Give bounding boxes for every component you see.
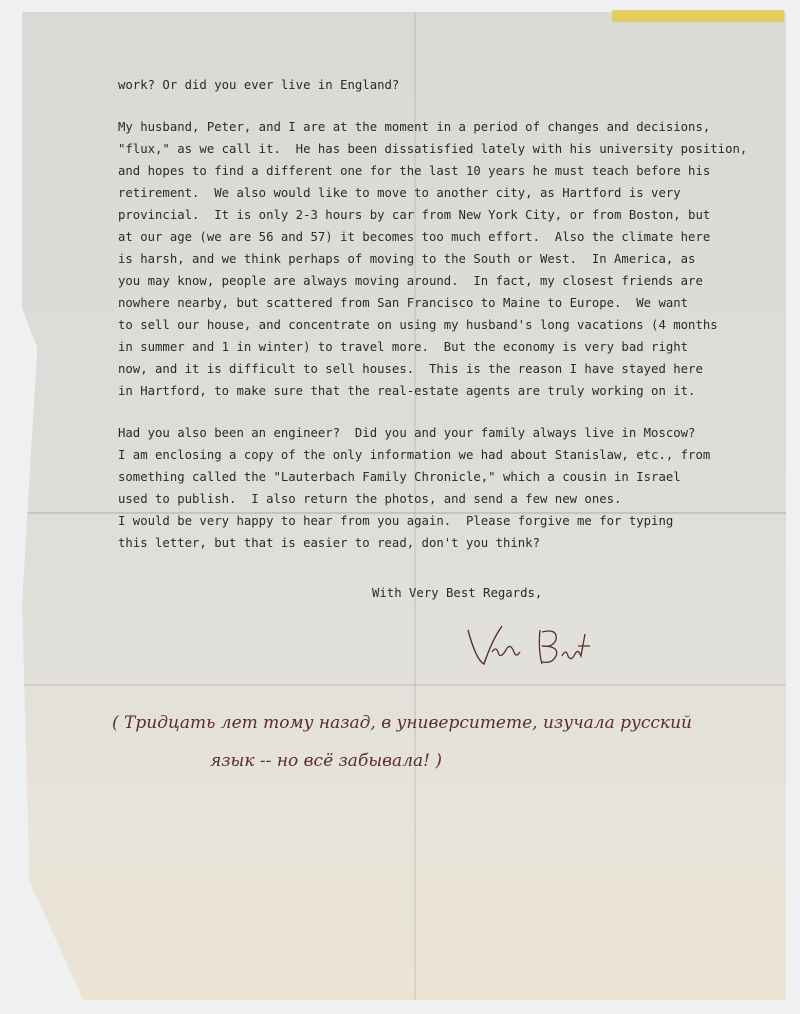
text-line: something called the "Lauterbach Family Chronicle," which a cousin in Israel	[118, 470, 681, 484]
text-line: used to publish. I also return the photos, and send a few new ones.	[118, 492, 622, 506]
text-line: retirement. We also would like to move to another city, as Hartford is very	[118, 186, 681, 200]
text-line: now, and it is difficult to sell houses. This is the reason I have stayed here	[118, 362, 703, 376]
text-line: at our age (we are 56 and 57) it becomes too much effort. Also the climate here	[118, 230, 711, 244]
text-line: in Hartford, to make sure that the real-estate agents are truly working on it.	[118, 384, 696, 398]
text-line: I would be very happy to hear from you again. Please forgive me for typing	[118, 514, 674, 528]
postscript-line: язык -- но всё забывала! )	[210, 751, 443, 771]
yellow-tape-strip	[612, 10, 784, 22]
text-line: to sell our house, and concentrate on using my husband's long vacations (4 months	[118, 318, 718, 332]
paragraph-flux	[118, 116, 768, 402]
text-line: provincial. It is only 2-3 hours by car from New York City, or from Boston, but	[118, 208, 711, 222]
postscript-line: ( Тридцать лет тому назад, в университете, изучала русский	[112, 713, 692, 733]
text-line: is harsh, and we think perhaps of moving to the South or West. In America, as	[118, 252, 696, 266]
closing-salutation: With Very Best Regards,	[372, 586, 543, 600]
text-line: I am enclosing a copy of the only information we had about Stanislaw, etc., from	[118, 448, 711, 462]
handwritten-signature	[462, 620, 602, 670]
text-line: Had you also been an engineer? Did you and your family always live in Moscow?	[118, 426, 696, 440]
text-line: "flux," as we call it. He has been dissatisfied lately with his university position,	[118, 142, 748, 156]
text-line: work? Or did you ever live in England?	[118, 78, 400, 92]
text-line: you may know, people are always moving around. In fact, my closest friends are	[118, 274, 703, 288]
handwritten-postscript	[112, 704, 692, 780]
text-line: this letter, but that is easier to read, don't you think?	[118, 536, 540, 550]
fold-crease-horizontal-lower	[22, 684, 786, 686]
paragraph-enclosure	[118, 422, 768, 554]
text-line: My husband, Peter, and I are at the moment in a period of changes and decisions,	[118, 120, 711, 134]
paragraph-opening	[118, 74, 768, 96]
letter-body	[118, 74, 768, 574]
text-line: nowhere nearby, but scattered from San Francisco to Maine to Europe. We want	[118, 296, 689, 310]
text-line: in summer and 1 in winter) to travel more. But the economy is very bad right	[118, 340, 689, 354]
text-line: and hopes to find a different one for the last 10 years he must teach before his	[118, 164, 711, 178]
